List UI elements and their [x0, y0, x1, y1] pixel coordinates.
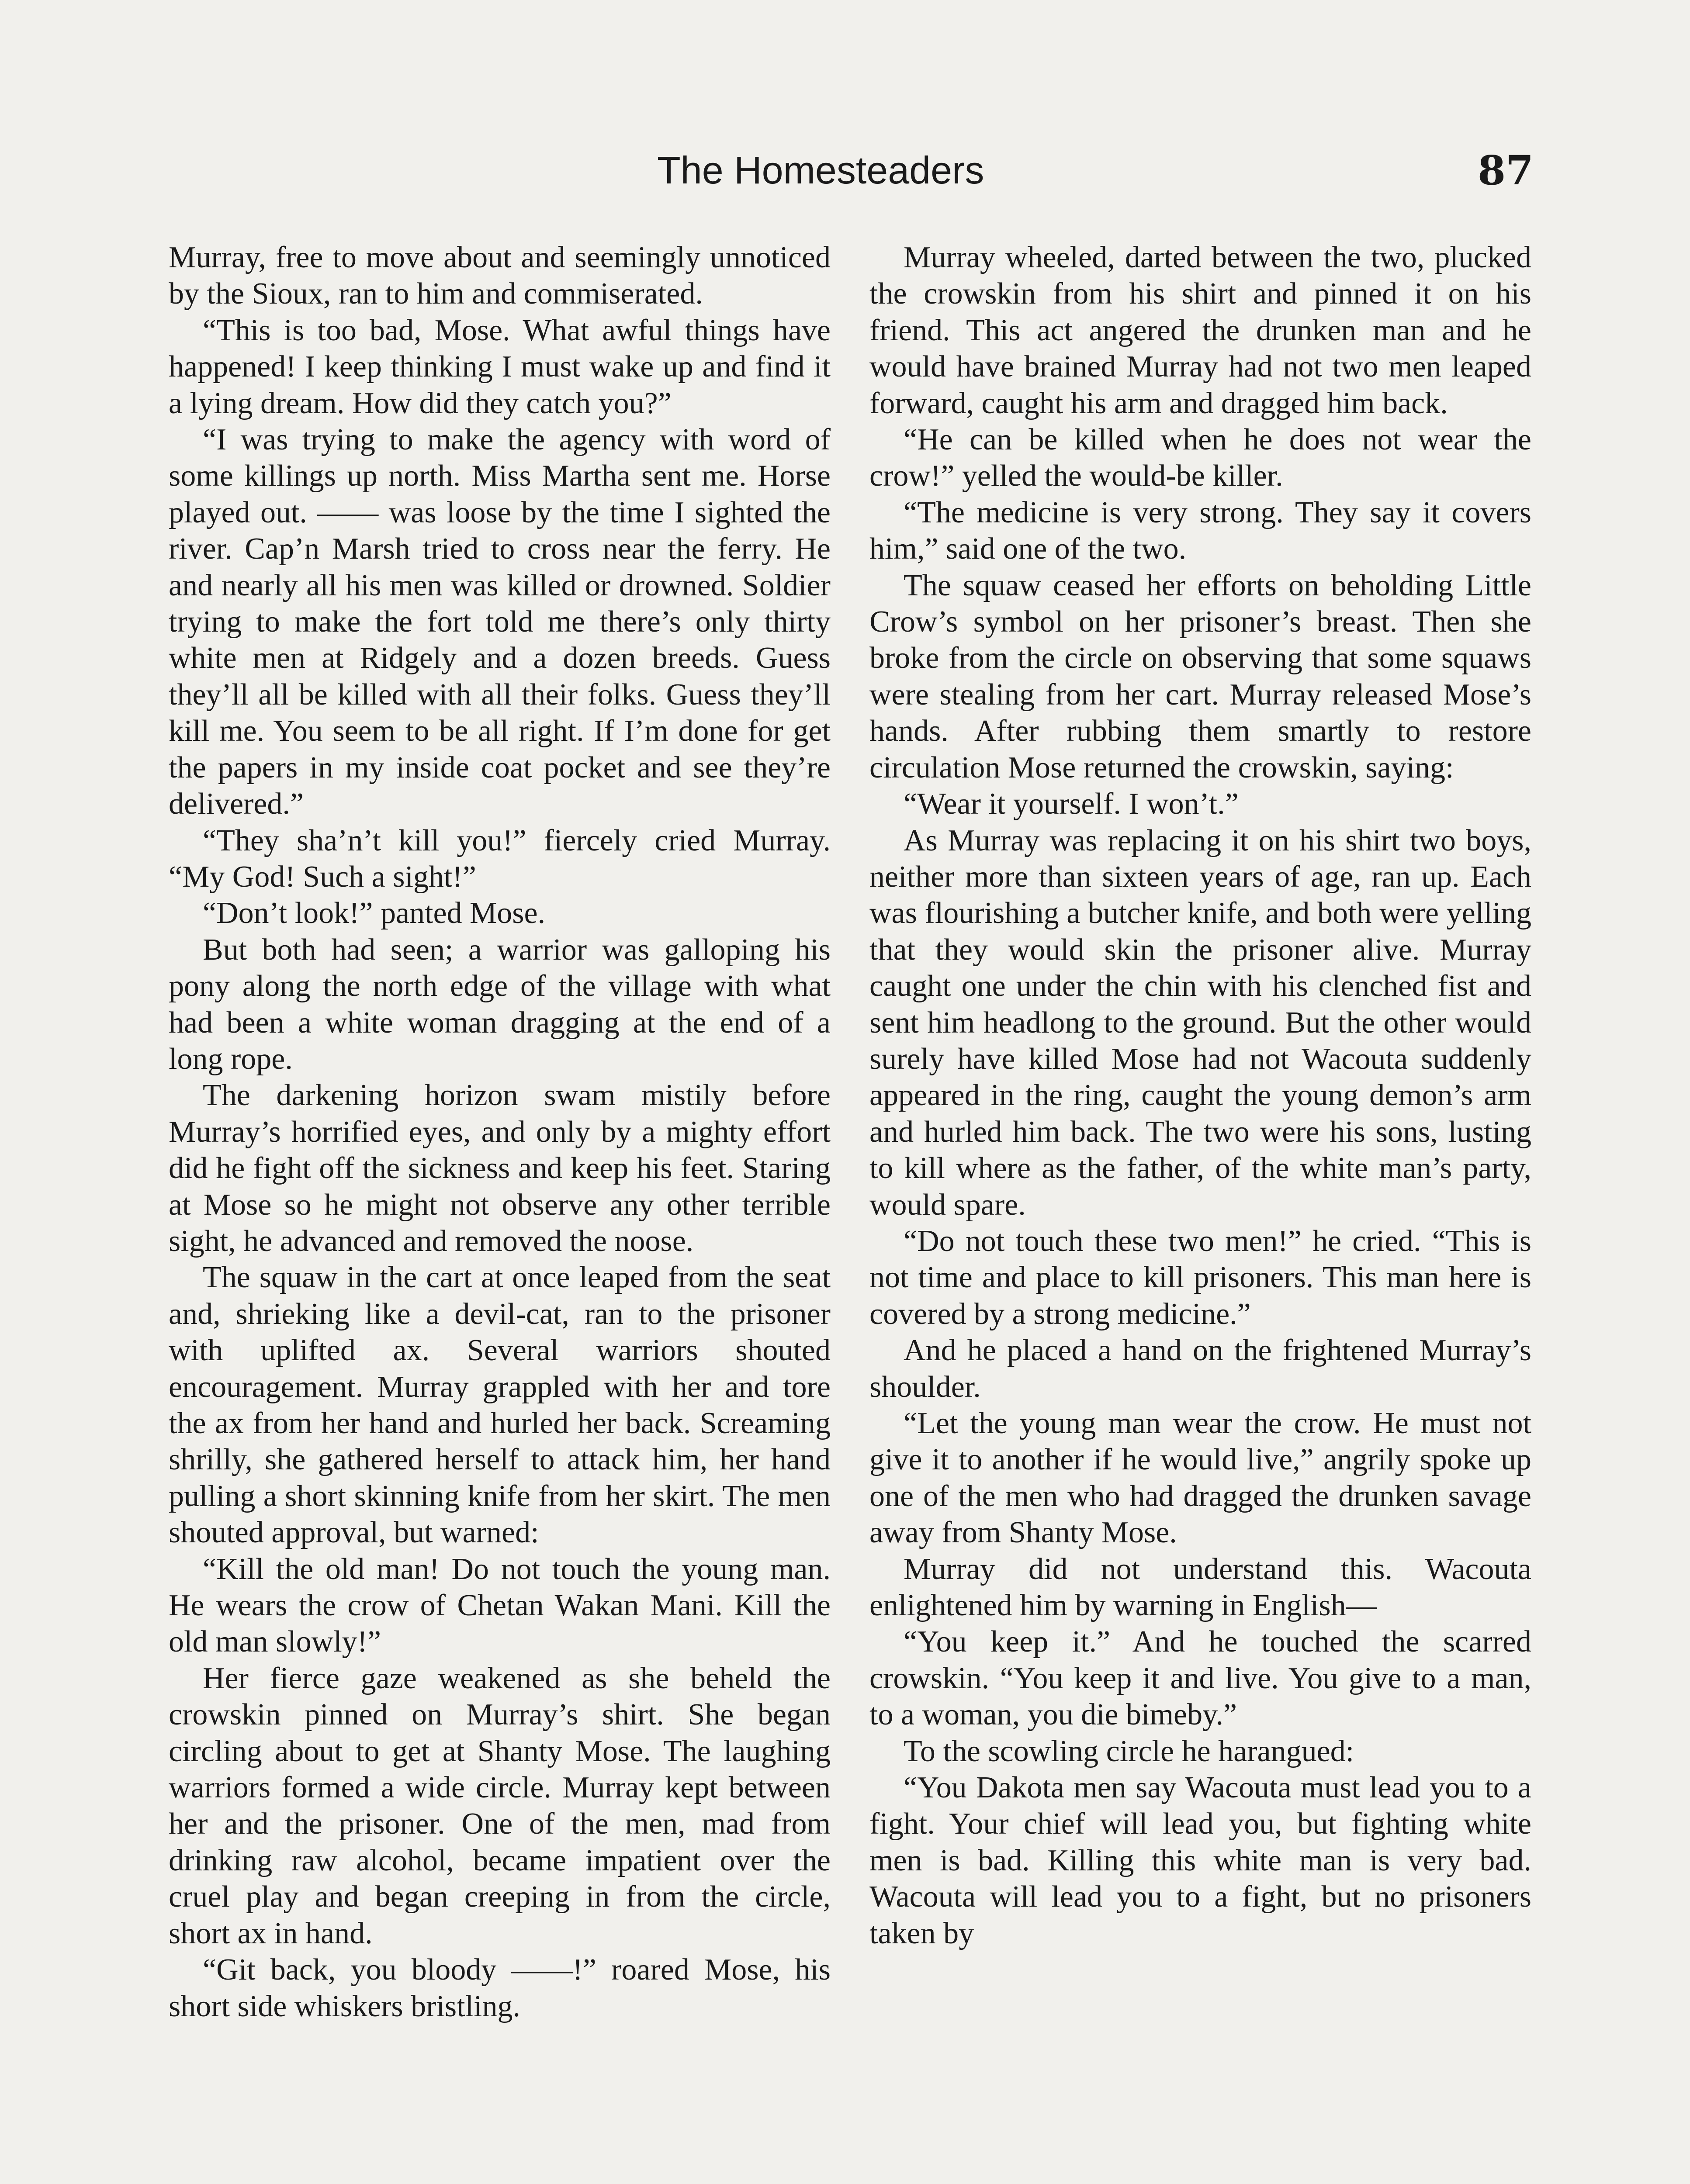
paragraph: “You Dakota men say Wacouta must lead you to a fight. Your chief will lead you, but fighting white men is bad. Killing this white man is very bad. Wacouta will lead you to a fight, but no prisoners taken by — [869, 1771, 1531, 1950]
running-title: The Homesteaders — [657, 149, 984, 192]
paragraph: Murray, free to move about and seemingly unnoticed by the Sioux, ran to him and commiserated. — [169, 241, 831, 311]
paragraph: The squaw in the cart at once leaped from the seat and, shrieking like a devil-cat, ran to the prisoner with uplifted ax. Several warriors shouted encouragement. Murray grappled with her and tore the ax from her hand and hurled her back. Screaming shrilly, she gathered herself to attack him, her hand pulling a short skinning knife from her skirt. The men shouted approval, but warned: — [169, 1261, 831, 1550]
paragraph: The squaw ceased her efforts on beholding Little Crow’s symbol on her prisoner’s breast. Then she broke from the circle on observing that some squaws were stealing from her cart. Murray released Mose’s hands. After rubbing them smartly to restore circulation Mose returned the crowskin, saying: — [869, 568, 1531, 784]
paragraph: “Do not touch these two men!” he cried. “This is not time and place to kill prisoners. This man here is covered by a strong medicine.” — [869, 1224, 1531, 1331]
paragraph: But both had seen; a warrior was galloping his pony along the north edge of the village with what had been a white woman dragging at the end of a long rope. — [169, 933, 831, 1076]
paragraph: “Kill the old man! Do not touch the young man. He wears the crow of Chetan Wakan Mani. Kill the old man slowly!” — [169, 1552, 831, 1659]
paragraph: “You keep it.” And he touched the scarred crowskin. “You keep it and live. You give to a man, to a woman, you die bimeby.” — [869, 1625, 1531, 1732]
paragraph: “Wear it yourself. I won’t.” — [904, 787, 1239, 821]
right-column — [869, 239, 1531, 1952]
page-header — [0, 146, 1690, 199]
paragraph: To the scowling circle he harangued: — [904, 1734, 1354, 1768]
paragraph: “Git back, you bloody ——!” roared Mose, his short side whiskers bristling. — [169, 1953, 831, 2023]
paragraph: As Murray was replacing it on his shirt two boys, neither more than sixteen years of age, ran up. Each was flourishing a butcher knife, and both were yelling that they would skin the prisoner alive. Murray caught one under the chin with his clenched fist and sent him headlong to the ground. But the other would surely have killed Mose had not Wacouta suddenly appeared in the ring, caught the young demon’s arm and hurled him back. The two were his sons, lusting to kill where as the father, of the white man’s party, would spare. — [869, 823, 1531, 1222]
paragraph: The darkening horizon swam mistily before Murray’s horrified eyes, and only by a mighty effort did he fight off the sickness and keep his feet. Staring at Mose so he might not observe any other terrible sight, he advanced and removed the noose. — [169, 1078, 831, 1258]
paragraph: “Don’t look!” panted Mose. — [203, 896, 546, 930]
paragraph: Her fierce gaze weakened as she beheld the crowskin pinned on Murray’s shirt. She began circling about to get at Shanty Mose. The laughing warriors formed a wide circle. Murray kept between her and the prisoner. One of the men, mad from drinking raw alcohol, became impatient over the cruel play and began creeping in from the circle, short ax in hand. — [169, 1661, 831, 1950]
paragraph: “The medicine is very strong. They say it covers him,” said one of the two. — [869, 495, 1531, 566]
paragraph: And he placed a hand on the frightened Murray’s shoulder. — [869, 1334, 1531, 1404]
paragraph: “They sha’n’t kill you!” fiercely cried Murray. “My God! Such a sight!” — [169, 823, 831, 894]
paragraph: Murray did not understand this. Wacouta enlightened him by warning in English— — [869, 1552, 1531, 1623]
left-column — [169, 239, 831, 2025]
paragraph: “This is too bad, Mose. What awful things have happened! I keep thinking I must wake up and find it a lying dream. How did they catch you?” — [169, 313, 831, 420]
paragraph: Murray wheeled, darted between the two, plucked the crowskin from his shirt and pinned it on his friend. This act angered the drunken man and he would have brained Murray had not two men leaped forward, caught his arm and dragged him back. — [869, 241, 1531, 420]
paragraph: “He can be killed when he does not wear the crow!” yelled the would-be killer. — [869, 423, 1531, 493]
paragraph: “I was trying to make the agency with word of some killings up north. Miss Martha sent me. Horse played out. —— was loose by the time I sighted the river. Cap’n Marsh tried to cross near the ferry. He and nearly all his men was killed or drowned. Soldier trying to make the fort told me there’s only thirty white men at Ridgely and a dozen breeds. Guess they’ll all be killed with all their folks. Guess they’ll kill me. You seem to be all right. If I’m done for get the papers in my inside coat pocket and see they’re delivered.” — [169, 423, 831, 821]
paragraph: “Let the young man wear the crow. He must not give it to another if he would live,” angrily spoke up one of the men who had dragged the drunken savage away from Shanty Mose. — [869, 1406, 1531, 1550]
page-number: 87 — [1478, 147, 1534, 194]
